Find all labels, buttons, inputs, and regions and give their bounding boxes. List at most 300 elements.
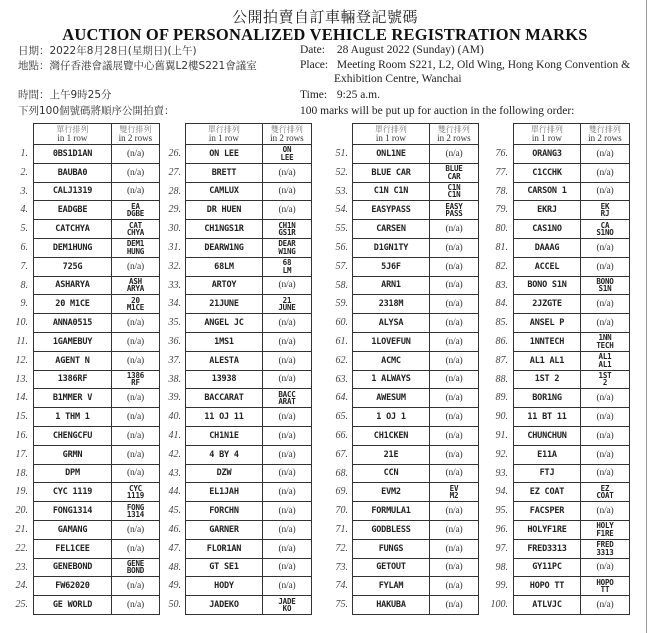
table-row [352,145,479,164]
mark-number: 63. [335,373,348,385]
mark-one-row: 1MS1 [185,333,262,352]
date-label: Date: [300,44,325,56]
mark-two-rows: (n/a) [429,220,479,239]
mark-number: 10. [15,317,28,329]
mark-one-row: FLOR1AN [185,540,262,559]
mark-one-row: FW62020 [33,577,111,596]
mark-two-rows [111,502,160,521]
table-row [513,295,630,314]
mark-number: 23. [15,561,28,573]
mark-two-rows-line: GENE [126,558,145,568]
table-row [33,352,160,371]
mark-one-row: CCN [352,465,429,484]
mark-two-rows: (n/a) [111,258,160,277]
table-row [352,521,479,540]
date-value: 28 August 2022 (Sunday) (AM) [336,44,484,56]
mark-one-row: CH1N1E [185,427,262,446]
mark-one-row: DZW [185,465,262,484]
table-row [352,258,479,277]
mark-one-row: 21E [352,446,429,465]
mark-one-row: 1386RF [33,371,111,390]
mark-number: 24. [15,580,28,592]
mark-one-row: HAKUBA [352,596,429,615]
table-row [185,446,312,465]
mark-two-rows-line: AL1 [598,359,612,369]
mark-one-row: ACCEL [513,258,580,277]
mark-two-rows [111,239,160,258]
mark-two-rows: (n/a) [580,465,630,484]
mark-one-row: FYLAM [352,577,429,596]
mark-two-rows-line: EK [600,201,610,211]
mark-one-row: DPM [33,465,111,484]
mark-two-rows-line: FONG [126,502,145,512]
mark-number: 60. [335,317,348,329]
mark-number: 100. [490,599,508,611]
mark-one-row: CHENGCFU [33,427,111,446]
table-row [33,408,160,427]
mark-two-rows-line: DEAR [278,239,296,249]
header-two-rows [429,124,478,144]
table-row [33,371,160,390]
mark-two-rows-line: HOLY [596,521,614,531]
mark-one-row: ALESTA [185,352,262,371]
mark-number: 83. [495,279,508,291]
mark-number: 92. [495,448,508,460]
mark-two-rows: (n/a) [111,540,160,559]
mark-two-rows: (n/a) [580,145,630,164]
table-row [33,220,160,239]
mark-one-row: FONG1314 [33,502,111,521]
mark-number: 65. [335,411,348,423]
mark-number: 51. [335,148,348,159]
table-row [33,277,160,296]
mark-two-rows: (n/a) [429,446,479,465]
table-row [185,258,312,277]
header-label-zh: 雙行排列 [270,125,303,134]
mark-number: 69. [335,486,348,498]
mark-one-row: GRMN [33,446,111,465]
mark-number: 61. [335,336,348,347]
mark-one-row: GETOUT [352,559,429,578]
mark-number: 35. [168,317,181,329]
mark-two-rows-line: 2 [602,378,608,388]
mark-two-rows-line: CA [600,220,610,230]
mark-number: 97. [495,542,508,554]
mark-one-row: 2318M [352,295,429,314]
mark-number: 34. [168,298,181,310]
mark-two-rows-line: RJ [600,209,610,219]
mark-number: 37. [168,354,181,366]
mark-one-row: 725G [33,258,111,277]
table-row [352,371,479,390]
mark-two-rows-line: 68 [282,258,292,268]
mark-number: 64. [335,392,348,404]
mark-two-rows: (n/a) [429,314,479,333]
time-zh: 時間：上午9時25分 [18,89,112,101]
mark-two-rows-line: HUNG [126,246,145,256]
mark-two-rows-line: EZ [600,483,610,493]
mark-two-rows: (n/a) [429,596,479,615]
mark-number: 3. [20,185,28,197]
mark-number: 21. [15,524,28,535]
table-row [185,314,312,333]
mark-two-rows: (n/a) [429,389,479,408]
mark-two-rows-line: LM [282,265,292,275]
mark-number: 53. [335,185,348,197]
mark-one-row: FACSPER [513,502,580,521]
title-chinese: 公開拍賣自訂車輛登記號碼 [231,8,418,26]
mark-number: 20. [15,505,28,517]
mark-two-rows [580,540,630,559]
mark-one-row: GODBLESS [352,521,429,540]
header-label-zh: 雙行排列 [437,125,470,134]
mark-two-rows: (n/a) [262,164,312,183]
mark-one-row: CALJ1319 [33,183,111,202]
table-row [185,521,312,540]
mark-two-rows-line: ASH [129,276,142,286]
table-row [33,164,160,183]
mark-two-rows-line: DEM1 [126,239,145,249]
table-row [185,220,312,239]
mark-two-rows-line: W1NG [278,246,296,256]
date-zh: 日期：2022年8月28日(星期日)(上午) [18,45,197,57]
mark-number: 47. [168,542,181,554]
mark-number: 48. [168,561,181,573]
mark-one-row: ARTOY [185,277,262,296]
mark-two-rows: (n/a) [262,521,312,540]
table-header [185,123,312,145]
mark-two-rows-line: 1ST [598,370,612,380]
mark-number: 17. [15,448,28,460]
intro-zh: 下列100個號碼將順序公開拍賣： [18,105,175,117]
header-two-rows [262,124,311,144]
mark-two-rows-line: CHYA [126,228,145,238]
mark-two-rows: (n/a) [262,183,312,202]
mark-one-row: CATCHYA [33,220,111,239]
mark-two-rows: (n/a) [429,577,479,596]
table-row [185,502,312,521]
mark-one-row: B1MMER V [33,389,111,408]
page-border [646,0,647,633]
mark-one-row: EADGBE [33,201,111,220]
table-row [185,427,312,446]
mark-one-row: ANGEL JC [185,314,262,333]
mark-one-row: 1 OJ 1 [352,408,429,427]
mark-number: 73. [335,561,348,573]
mark-one-row: CARSON 1 [513,183,580,202]
table-row [185,559,312,578]
mark-number: 4. [20,204,28,216]
mark-one-row: ANNA0515 [33,314,111,333]
table-row [352,427,479,446]
mark-two-rows-line: EV [449,483,459,493]
table-row [513,408,630,427]
table-row [513,258,630,277]
header-one-row [34,124,111,144]
mark-two-rows-line: C1N [447,190,461,200]
mark-one-row: 2JZGTE [513,295,580,314]
mark-two-rows: (n/a) [111,465,160,484]
mark-two-rows-line: EASY [445,201,463,211]
header-label-en: in 1 row [57,133,88,143]
table-row [185,352,312,371]
mark-number: 77. [495,166,508,178]
mark-number: 84. [495,298,508,310]
mark-number: 54. [335,204,348,216]
mark-two-rows-line: JADE [278,596,296,606]
place-en-line2: Exhibition Centre, Wanchai [334,73,462,85]
mark-two-rows: (n/a) [262,352,312,371]
table-row [352,596,479,615]
mark-two-rows-line: BLUE [445,164,463,174]
mark-one-row: C1CCHK [513,164,580,183]
mark-two-rows: (n/a) [262,201,312,220]
mark-two-rows-line: LEE [280,152,294,162]
mark-one-row: 68LM [185,258,262,277]
mark-two-rows: (n/a) [111,577,160,596]
table-row [513,465,630,484]
mark-two-rows-line: TT [600,585,610,595]
mark-two-rows: (n/a) [111,352,160,371]
table-row [33,446,160,465]
mark-number: 25. [15,599,28,611]
table-row [352,220,479,239]
table-row [513,502,630,521]
table-row [352,277,479,296]
mark-two-rows: (n/a) [429,502,479,521]
table-row [352,295,479,314]
mark-two-rows: (n/a) [111,145,160,164]
mark-number: 32. [168,260,181,272]
mark-one-row: FUNGS [352,540,429,559]
mark-two-rows [262,145,312,164]
mark-two-rows: (n/a) [262,540,312,559]
mark-one-row: GENEBOND [33,559,111,578]
mark-number: 57. [335,260,348,272]
table-row [185,540,312,559]
mark-number: 27. [168,166,181,178]
header-one-row [514,124,580,144]
mark-two-rows-line: AL1 [598,352,612,362]
intro-en: 100 marks will be put up for auction in the following order: [300,105,575,117]
mark-two-rows-line: ON [282,145,292,155]
table-row [513,277,630,296]
mark-one-row: 5J6F [352,258,429,277]
mark-two-rows [262,220,312,239]
header-one-row [353,124,429,144]
time-en [300,88,380,102]
mark-one-row: ORANG3 [513,145,580,164]
header-two-rows [111,124,159,144]
table-row [185,201,312,220]
mark-two-rows-line: COAT [596,491,614,501]
mark-number: 93. [495,467,508,479]
mark-two-rows [111,277,160,296]
mark-two-rows: (n/a) [580,183,630,202]
mark-one-row: CHUNCHUN [513,427,580,446]
mark-number: 41. [168,430,181,441]
mark-two-rows: (n/a) [262,371,312,390]
table-row [513,183,630,202]
mark-two-rows [580,371,630,390]
mark-two-rows [111,559,160,578]
mark-one-row: ALYSA [352,314,429,333]
mark-one-row: ASHARYA [33,277,111,296]
mark-two-rows: (n/a) [111,164,160,183]
table-row [513,371,630,390]
table-row [185,333,312,352]
mark-one-row: 1LOVEFUN [352,333,429,352]
mark-number: 58. [335,279,348,291]
table-row [352,540,479,559]
mark-one-row: BAUBA0 [33,164,111,183]
header-label-en: in 2 rows [118,133,153,143]
mark-number: 43. [168,467,181,479]
table-row [33,427,160,446]
mark-one-row: FORCHN [185,502,262,521]
mark-one-row: BOR1NG [513,389,580,408]
mark-two-rows-line: DGBE [126,209,145,219]
header-label-zh: 單行排列 [530,125,563,134]
mark-one-row: CAMLUX [185,183,262,202]
mark-two-rows: (n/a) [262,427,312,446]
mark-one-row: 13938 [185,371,262,390]
mark-number: 70. [335,505,348,517]
table-row [352,446,479,465]
mark-two-rows: (n/a) [111,596,160,615]
mark-one-row: D1GN1TY [352,239,429,258]
time-value: 9:25 a.m. [336,89,380,101]
table-row [33,389,160,408]
mark-two-rows-line: M2 [449,491,459,501]
mark-one-row: FEL1CEE [33,540,111,559]
table-row [352,164,479,183]
place-label: Place: [300,59,329,71]
mark-one-row: DR HUEN [185,201,262,220]
mark-number: 76. [495,148,508,159]
mark-number: 75. [335,599,348,611]
table-row [513,333,630,352]
mark-two-rows-line: EA [131,201,140,211]
mark-two-rows-line: BONO [596,276,614,286]
mark-one-row: 11 OJ 11 [185,408,262,427]
mark-one-row: EKRJ [513,201,580,220]
mark-two-rows-line: PASS [445,209,463,219]
table-row [33,333,160,352]
table-row [352,183,479,202]
mark-number: 9. [20,298,28,310]
mark-two-rows [111,201,160,220]
mark-two-rows-line: CH1N [278,220,296,230]
table-row [352,201,479,220]
mark-two-rows: (n/a) [111,521,160,540]
mark-two-rows: (n/a) [580,389,630,408]
mark-two-rows [262,295,312,314]
mark-one-row: FTJ [513,465,580,484]
header-label-en: in 1 row [208,133,239,143]
table-row [33,596,160,615]
mark-two-rows-line: 1NN [598,333,612,343]
mark-two-rows: (n/a) [429,295,479,314]
mark-one-row: DAAAG [513,239,580,258]
mark-two-rows: (n/a) [262,277,312,296]
mark-one-row: 20 M1CE [33,295,111,314]
mark-two-rows: (n/a) [429,333,479,352]
mark-one-row: BACCARAT [185,389,262,408]
mark-two-rows: (n/a) [580,164,630,183]
mark-one-row: CAS1NO [513,220,580,239]
mark-one-row: JADEKO [185,596,262,615]
table-row [513,389,630,408]
mark-number: 18. [15,467,28,479]
mark-number: 26. [168,148,181,159]
mark-number: 39. [168,392,181,404]
mark-one-row: 1 ALWAYS [352,371,429,390]
mark-two-rows: (n/a) [429,277,479,296]
mark-number: 62. [335,354,348,366]
table-row [352,408,479,427]
mark-one-row: 21JUNE [185,295,262,314]
mark-number: 52. [335,166,348,178]
header-one-row [186,124,262,144]
mark-two-rows [429,201,479,220]
mark-number: 79. [495,204,508,216]
mark-two-rows: (n/a) [111,389,160,408]
mark-two-rows-line: F1RE [596,528,614,538]
mark-one-row: HODY [185,577,262,596]
mark-one-row: AL1 AL1 [513,352,580,371]
mark-two-rows [429,164,479,183]
mark-two-rows [580,220,630,239]
mark-number: 42. [168,448,181,460]
table-row [185,239,312,258]
mark-two-rows-line: S1NO [596,228,614,238]
mark-two-rows: (n/a) [429,258,479,277]
mark-two-rows-line: BOND [126,566,145,576]
mark-two-rows-line: 21 [282,295,292,305]
mark-number: 81. [495,242,508,253]
mark-one-row: ARN1 [352,277,429,296]
mark-two-rows-line: CYC [129,483,142,493]
mark-one-row: 4 BY 4 [185,446,262,465]
mark-one-row: EVM2 [352,483,429,502]
mark-number: 74. [335,580,348,592]
table-row [185,145,312,164]
table-row [513,239,630,258]
table-row [513,559,630,578]
mark-one-row: 1GAMEBUY [33,333,111,352]
mark-two-rows: (n/a) [580,596,630,615]
mark-number: 91. [495,430,508,441]
mark-one-row: GE WORLD [33,596,111,615]
mark-two-rows [580,333,630,352]
time-label: Time: [300,89,328,101]
place-value-line1: Meeting Room S221, L2, Old Wing, Hong Kong Convention & [336,59,631,71]
mark-number: 95. [495,505,508,517]
mark-one-row: FRED3313 [513,540,580,559]
header-label-zh: 單行排列 [207,125,240,134]
table-row [185,596,312,615]
table-row [352,465,479,484]
mark-two-rows-line: 3313 [596,547,614,557]
title-english: AUCTION OF PERSONALIZED VEHICLE REGISTRATION MARKS [62,25,588,44]
mark-one-row: DEM1HUNG [33,239,111,258]
mark-one-row: BRETT [185,164,262,183]
mark-number: 29. [168,204,181,216]
mark-number: 66. [335,430,348,441]
mark-one-row: ATLVJC [513,596,580,615]
mark-one-row: CARSEN [352,220,429,239]
